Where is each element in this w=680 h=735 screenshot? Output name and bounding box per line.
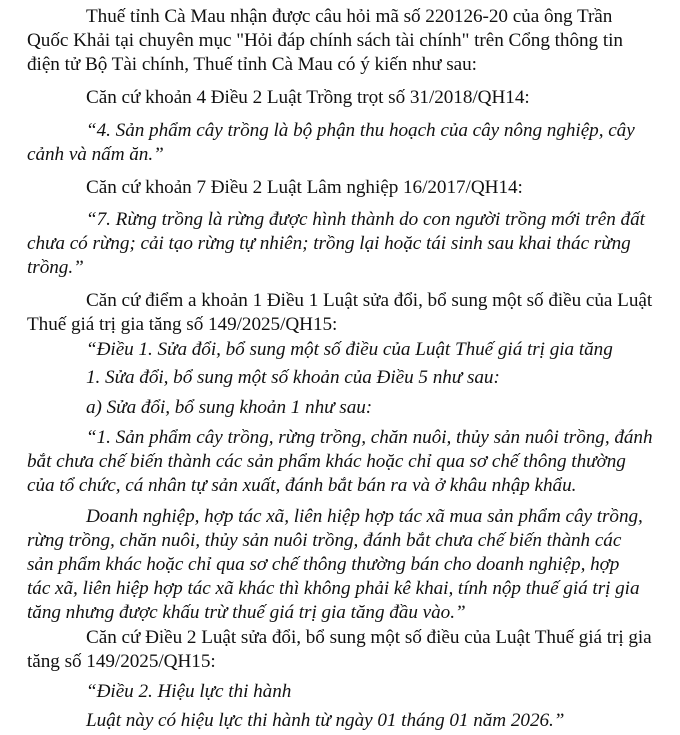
quote-line: “Điều 2. Hiệu lực thi hành xyxy=(86,681,292,702)
quote-line: tăng nhưng được khấu trừ thuế giá trị gia tăng đầu vào.” xyxy=(27,602,466,623)
quote-line: rừng trồng, chăn nuôi, thủy sản nuôi trồng, đánh bắt chưa chế biến thành các xyxy=(27,530,622,551)
text-line: điện tử Bộ Tài chính, Thuế tỉnh Cà Mau có ý kiến như sau: xyxy=(27,54,477,75)
quote-line: “4. Sản phẩm cây trồng là bộ phận thu hoạch của cây nông nghiệp, cây xyxy=(86,120,635,141)
quote-line: trồng.” xyxy=(27,257,84,278)
quote-line: 1. Sửa đổi, bổ sung một số khoản của Điều 5 như sau: xyxy=(86,367,500,388)
quote-line: của tổ chức, cá nhân tự sản xuất, đánh bắt bán ra và ở khâu nhập khẩu. xyxy=(27,475,577,496)
quote-line: Doanh nghiệp, hợp tác xã, liên hiệp hợp tác xã mua sản phẩm cây trồng, xyxy=(86,506,643,527)
quote-line: Luật này có hiệu lực thi hành từ ngày 01 tháng 01 năm 2026.” xyxy=(86,710,565,731)
text-line: Căn cứ Điều 2 Luật sửa đổi, bổ sung một số điều của Luật Thuế giá trị gia xyxy=(86,627,652,648)
text-line: Căn cứ điểm a khoản 1 Điều 1 Luật sửa đổi, bổ sung một số điều của Luật xyxy=(86,290,653,311)
quote-line: “7. Rừng trồng là rừng được hình thành do con người trồng mới trên đất xyxy=(86,209,645,230)
text-line: Quốc Khải tại chuyên mục "Hỏi đáp chính sách tài chính" trên Cổng thông tin xyxy=(27,30,623,51)
text-line: Căn cứ khoản 4 Điều 2 Luật Trồng trọt số 31/2018/QH14: xyxy=(86,87,530,108)
quote-line: bắt chưa chế biến thành các sản phẩm khác hoặc chỉ qua sơ chế thông thường xyxy=(27,451,626,472)
text-line: Căn cứ khoản 7 Điều 2 Luật Lâm nghiệp 16/2017/QH14: xyxy=(86,177,523,198)
text-line: tăng số 149/2025/QH15: xyxy=(27,651,216,672)
text-line: Thuế tỉnh Cà Mau nhận được câu hỏi mã số 220126-20 của ông Trần xyxy=(86,6,613,27)
quote-line: chưa có rừng; cải tạo rừng tự nhiên; trồng lại hoặc tái sinh sau khai thác rừng xyxy=(27,233,631,254)
quote-line: tác xã, liên hiệp hợp tác xã khác thì không phải kê khai, tính nộp thuế giá trị gia xyxy=(27,578,640,599)
quote-line: a) Sửa đổi, bổ sung khoản 1 như sau: xyxy=(86,397,373,418)
quote-line: “1. Sản phẩm cây trồng, rừng trồng, chăn nuôi, thủy sản nuôi trồng, đánh xyxy=(86,427,653,448)
quote-line: cảnh và nấm ăn.” xyxy=(27,144,164,165)
quote-line: “Điều 1. Sửa đổi, bổ sung một số điều của Luật Thuế giá trị gia tăng xyxy=(86,339,613,360)
quote-line: sản phẩm khác hoặc chỉ qua sơ chế thông thường bán cho doanh nghiệp, hợp xyxy=(27,554,620,575)
text-line: Thuế giá trị gia tăng số 149/2025/QH15: xyxy=(27,314,338,335)
